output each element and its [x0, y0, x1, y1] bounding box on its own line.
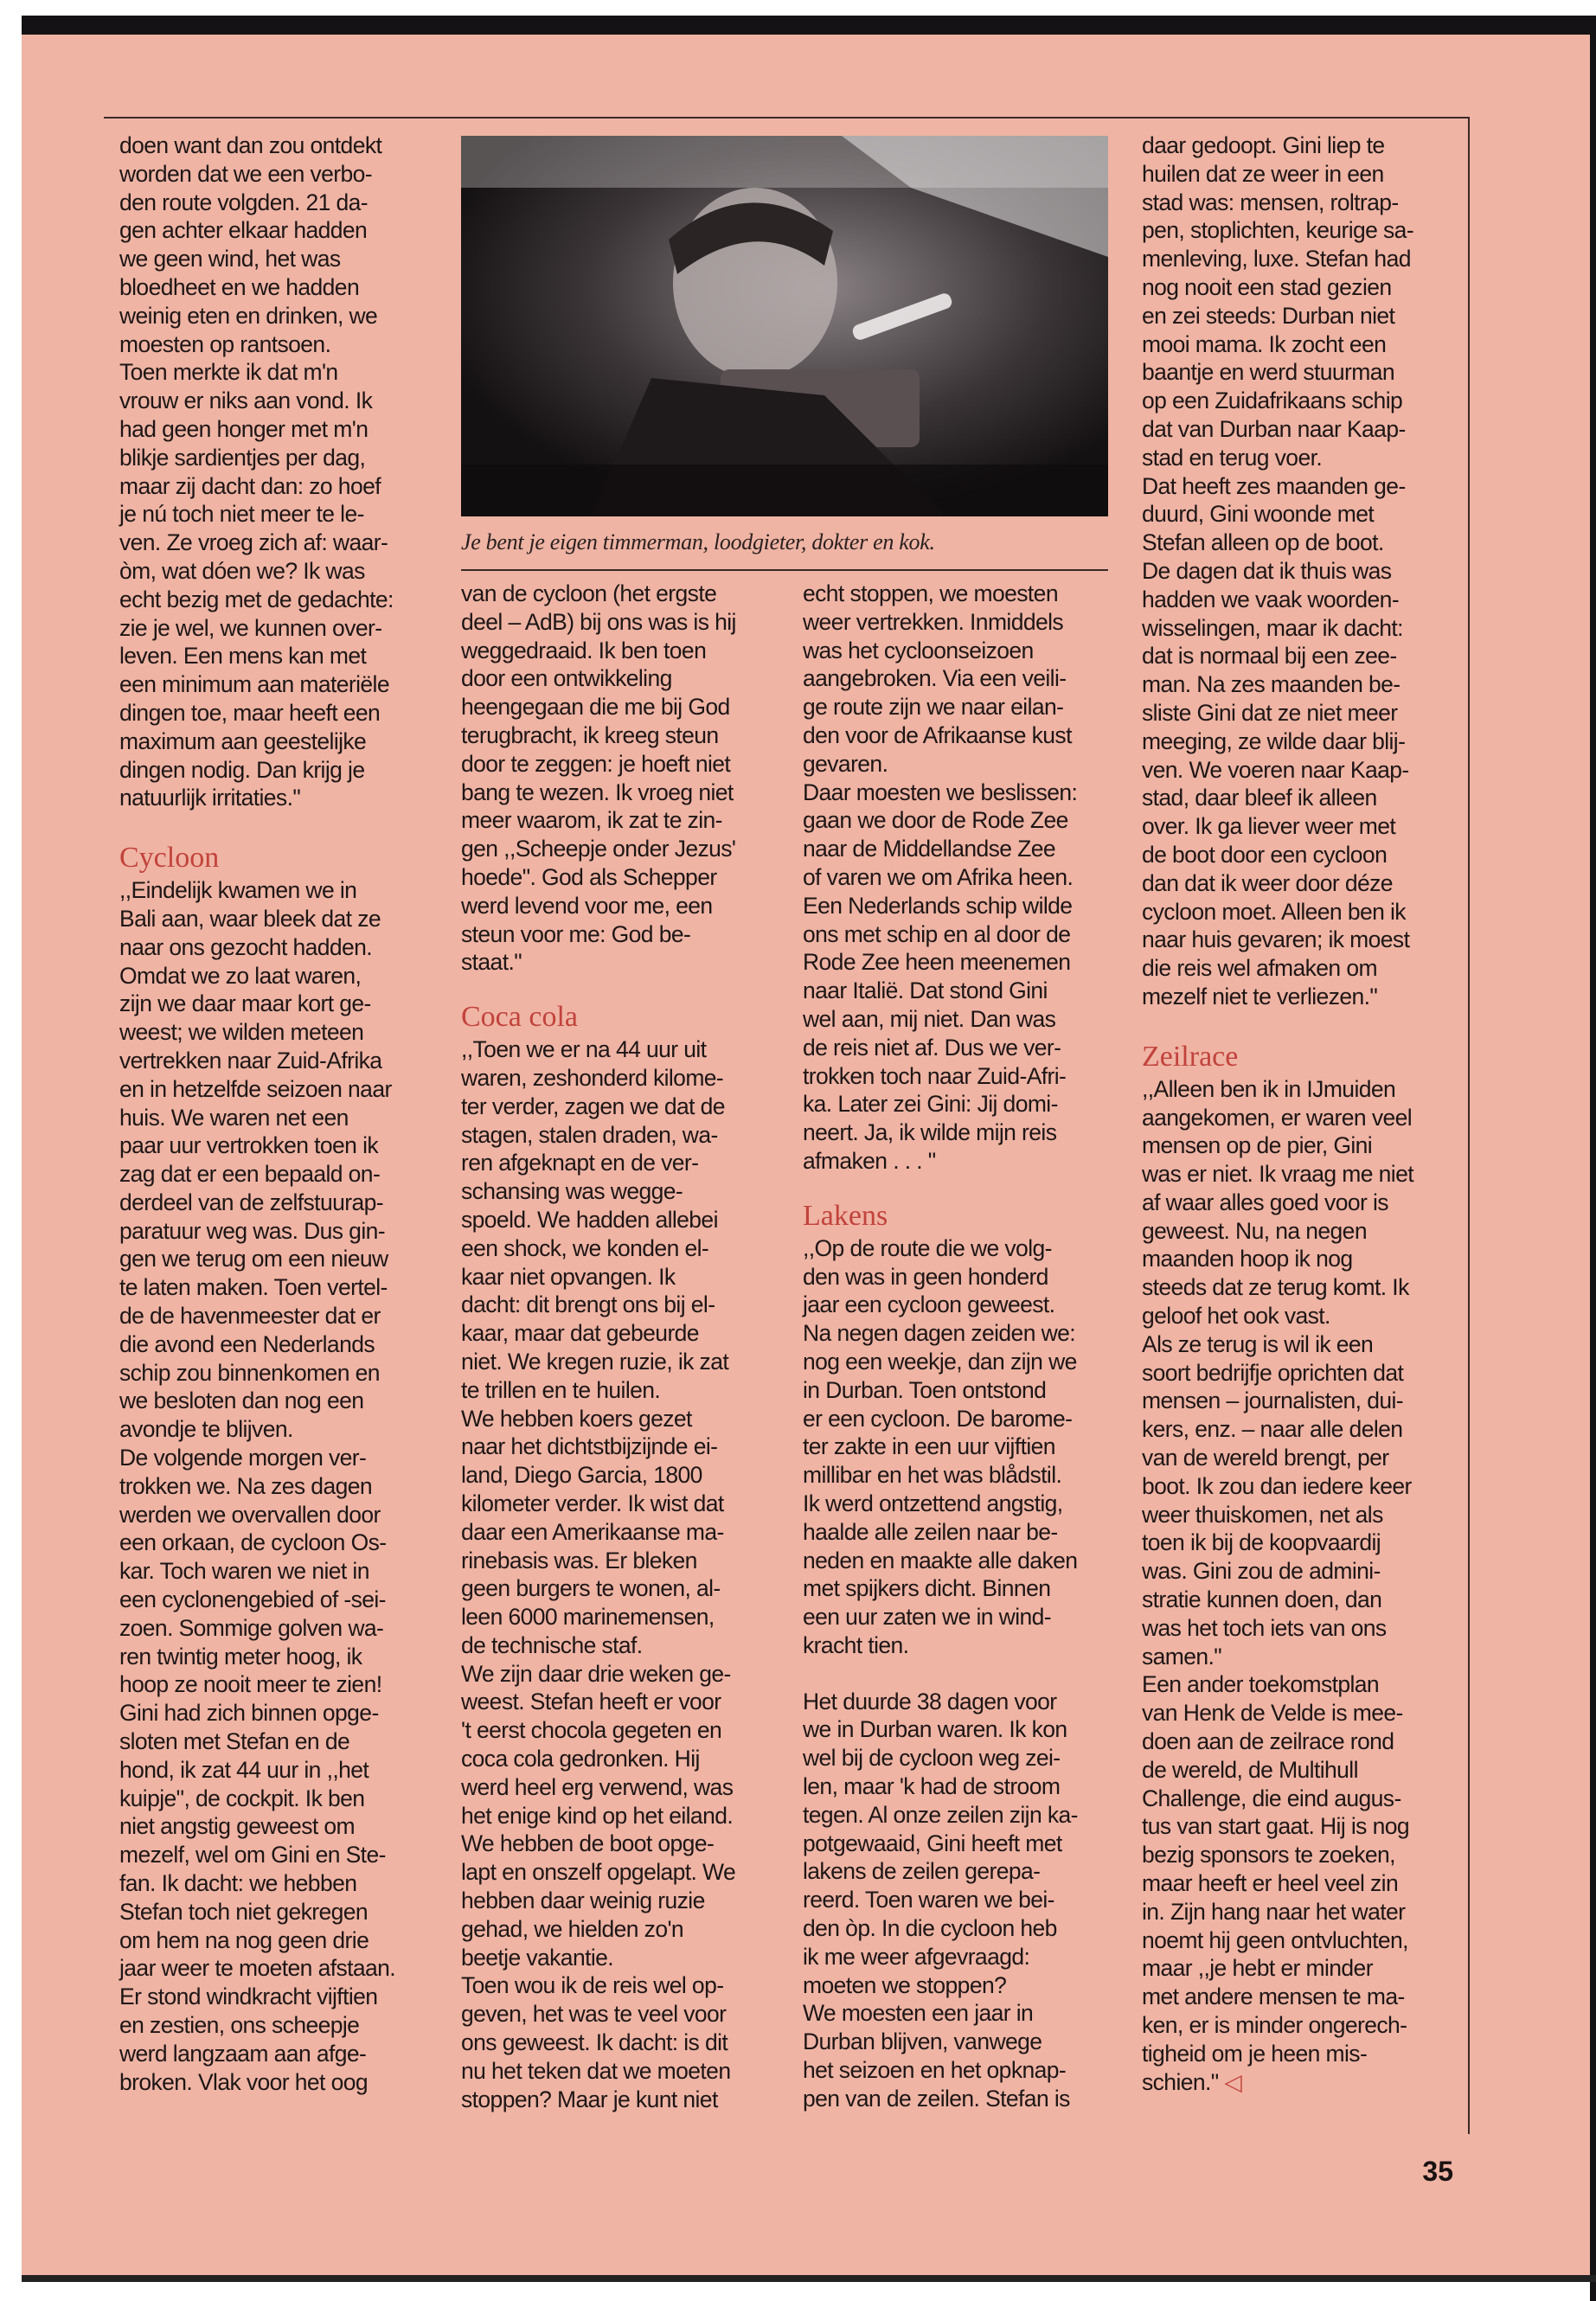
column-2	[461, 580, 772, 2113]
col3-body: ,,Op de route die we volg- den was in geen honderd jaar een cycloon geweest. Na negen dagen zeiden we: nog een weekje, dan zijn we in Durban. Toen ontstond er een cycloon. De barome- ter zakte in een uur vijftien millibar en het was blådstil. Ik werd ontzettend angstig, haalde alle zeilen naar be- neden en maakte alle daken met spijkers dicht. Binnen een uur zaten we in wind- kracht tien.	[803, 1234, 1078, 1658]
heading-cycloon: Cycloon	[119, 842, 220, 875]
scan-border-bottom	[22, 2275, 1596, 2282]
col2-intro: van de cycloon (het ergste deel – AdB) bij ons was is hij weggedraaid. Ik ben toen door een ontwikkeling heengegaan die me bij God terugbracht, ik kreeg steun door te zeggen: je hoeft niet bang te wezen. Ik vroeg niet meer waarom, ik zat te zin- gen ,,Scheepje onder Jezus' hoede". God als Schepper werd levend voor me, een steun voor me: God be- staat."	[461, 580, 736, 976]
column-3	[803, 580, 1114, 2113]
col1-intro: doen want dan zou ontdekt worden dat we een verbo- den route volgden. 21 da- gen achter elkaar hadden we geen wind, het was bloedheet en we hadden weinig eten en drinken, we moesten op rantsoen. Toen merkte ik dat m'n vrouw er niks aan vond. Ik had geen honger met m'n blikje sardientjes per dag, maar zij dacht dan: zo hoef je nú toch niet meer te le- ven. Ze vroeg zich af: waar- òm, wat dóen we? Ik was echt bezig met de gedachte: zie je wel, we kunnen over- leven. Een mens kan met een minimum aan materiële dingen toe, maar heeft een maximum aan geestelijke dingen nodig. Dan krijg je natuurlijk irritaties."	[119, 132, 394, 811]
end-mark-icon: ◁	[1224, 2068, 1242, 2095]
col2-body: ,,Toen we er na 44 uur uit waren, zeshonderd kilome- ter verder, zagen we dat de stagen, stalen draden, wa- ren afgeknapt en de ver- schansing was wegge- spoeld. We hadden allebei een shock, we konden el- kaar niet opvangen. Ik dacht: dit brengt ons bij el- kaar, maar dat gebeurde niet. We kregen ruzie, ik zat te trillen en te huilen. We hebben koers gezet naar het dichtstbijzijnde ei- land, Diego Garcia, 1800 kilometer verder. Ik wist dat daar een Amerikaanse ma- rinebasis was. Er bleken geen burgers te wonen, al- leen 6000 marinemensen, de technische staf. We zijn daar drie weken ge- weest. Stefan heeft er voor 't eerst chocola gegeten en coca cola gedronken. Hij werd heel erg verwend, was het enige kind op het eiland. We hebben de boot opge- lapt en onszelf opgelapt. We hebben daar weinig ruzie gehad, we hielden zo'n beetje vakantie. Toen wou ik de reis wel op- geven, het was te veel voor ons geweest. Ik dacht: is dit nu het teken dat we moeten stoppen? Maar je kunt niet	[461, 1036, 736, 2112]
col4-body	[1142, 1075, 1453, 2097]
col1-body: ,,Eindelijk kwamen we in Bali aan, waar bleek dat ze naar ons gezocht hadden. Omdat we zo laat waren, zijn we daar maar kort ge- weest; we wilden meteen vertrekken naar Zuid-Afrika en in hetzelfde seizoen naar huis. We waren net een paar uur vertrokken toen ik zag dat er een bepaald on- derdeel van de zelfstuurap- paratuur weg was. Dus gin- gen we terug om een nieuw te laten maken. Toen vertel- de de havenmeester dat er die avond een Nederlands schip zou binnenkomen en we besloten dan nog een avondje te blijven. De volgende morgen ver- trokken we. Na zes dagen werden we overvallen door een orkaan, de cycloon Os- kar. Toch waren we niet in een cyclonengebied of -sei- zoen. Sommige golven wa- ren twintig meter hoog, ik hoop ze nooit meer te zien! Gini had zich binnen opge- sloten met Stefan en de hond, ik zat 44 uur in ,,het kuipje", de cockpit. Ik ben niet angstig geweest om mezelf, wel om Gini en Ste- fan. Ik dacht: we hebben Stefan toch niet gekregen om hem na nog geen drie jaar weer te moeten afstaan. Er stond windkracht vijftien en zestien, ons scheepje werd langzaam aan afge- broken. Vlak voor het oog	[119, 877, 396, 2095]
photo-caption: Je bent je eigen timmerman, loodgieter, dokter en kok.	[461, 529, 935, 554]
article-photo	[461, 136, 1108, 516]
column-4	[1142, 131, 1453, 2096]
page-number: 35	[1422, 2156, 1453, 2187]
caption-rule	[461, 569, 1108, 571]
col3-body-2: Het duurde 38 dagen voor we in Durban waren. Ik kon wel bij de cycloon weg zei- len, maar 'k had de stroom tegen. Al onze zeilen zijn ka- potgewaaid, Gini heeft met lakens de zeilen gerepa- reerd. Toen waren we bei- den òp. In die cycloon heb ik me weer afgevraagd: moeten we stoppen? We moesten een jaar in Durban blijven, vanwege het seizoen en het opknap- pen van de zeilen. Stefan is	[803, 1688, 1078, 2112]
col4-body-text: ,,Alleen ben ik in IJmuiden aangekomen, er waren veel mensen op de pier, Gini was er niet. Ik vraag me niet af waar alles goed voor is geweest. Nu, na negen maanden hoop ik nog steeds dat ze terug komt. Ik geloof het ook vast. Als ze terug is wil ik een soort bedrijfje oprichten dat mensen – journalisten, dui- kers, enz. – naar alle delen van de wereld brengt, per boot. Ik zou dan iedere keer weer thuiskomen, net als toen ik bij de koopvaardij was. Gini zou de admini- stratie kunnen doen, dan was het toch iets van ons samen." Een ander toekomstplan van Henk de Velde is mee- doen aan de zeilrace rond de wereld, de Multihull Challenge, die eind augus- tus van start gaat. Hij is nog bezig sponsors te zoeken, maar heeft er heel veel zin in. Zijn hang naar het water noemt hij geen ontvluchten, maar ,,je hebt er minder met andere mensen te ma- ken, er is minder ongerech- tigheid om je heen mis- schien."	[1142, 1075, 1413, 2095]
col4-intro: daar gedoopt. Gini liep te huilen dat ze weer in een stad was: mensen, roltrap- pen, stoplichten, keurige sa- menleving, luxe. Stefan had nog nooit een stad gezien en zei steeds: Durban niet mooi mama. Ik zocht een baantje en werd stuurman op een Zuidafrikaans schip dat van Durban naar Kaap- stad en terug voer. Dat heeft zes maanden ge- duurd, Gini woonde met Stefan alleen op de boot. De dagen dat ik thuis was hadden we vaak woorden- wisselingen, maar ik dacht: dat is normaal bij een zee- man. Na zes maanden be- sliste Gini dat ze niet meer meeging, ze wilde daar blij- ven. We voeren naar Kaap- stad, daar bleef ik alleen over. Ik ga liever weer met de boot door een cycloon dan dat ik weer door déze cycloon moet. Alleen ben ik naar huis gevaren; ik moest die reis wel afmaken om mezelf niet te verliezen."	[1142, 132, 1414, 1009]
column-1	[119, 131, 431, 2096]
scan-border-right	[1590, 16, 1596, 2301]
col3-intro: echt stoppen, we moesten weer vertrekken. Inmiddels was het cycloonseizoen aangebroken. Via een veili- ge route zijn we naar eilan- den voor de Afrikaanse kust gevaren. Daar moesten we beslissen: gaan we door de Rode Zee naar de Middellandse Zee of varen we om Afrika heen. Een Nederlands schip wilde ons met schip en al door de Rode Zee heen meenemen naar Italië. Dat stond Gini wel aan, mij niet. Dan was de reis niet af. Dus we ver- trokken toch naar Zuid-Afri- ka. Later zei Gini: Jij domi- neert. Ja, ik wilde mijn reis afmaken . . . "	[803, 580, 1078, 1174]
heading-coca-cola: Coca cola	[461, 1001, 578, 1034]
heading-zeilrace: Zeilrace	[1142, 1040, 1239, 1073]
heading-lakens: Lakens	[803, 1199, 888, 1232]
photo-image	[461, 136, 1108, 516]
scan-border-top	[22, 16, 1596, 35]
